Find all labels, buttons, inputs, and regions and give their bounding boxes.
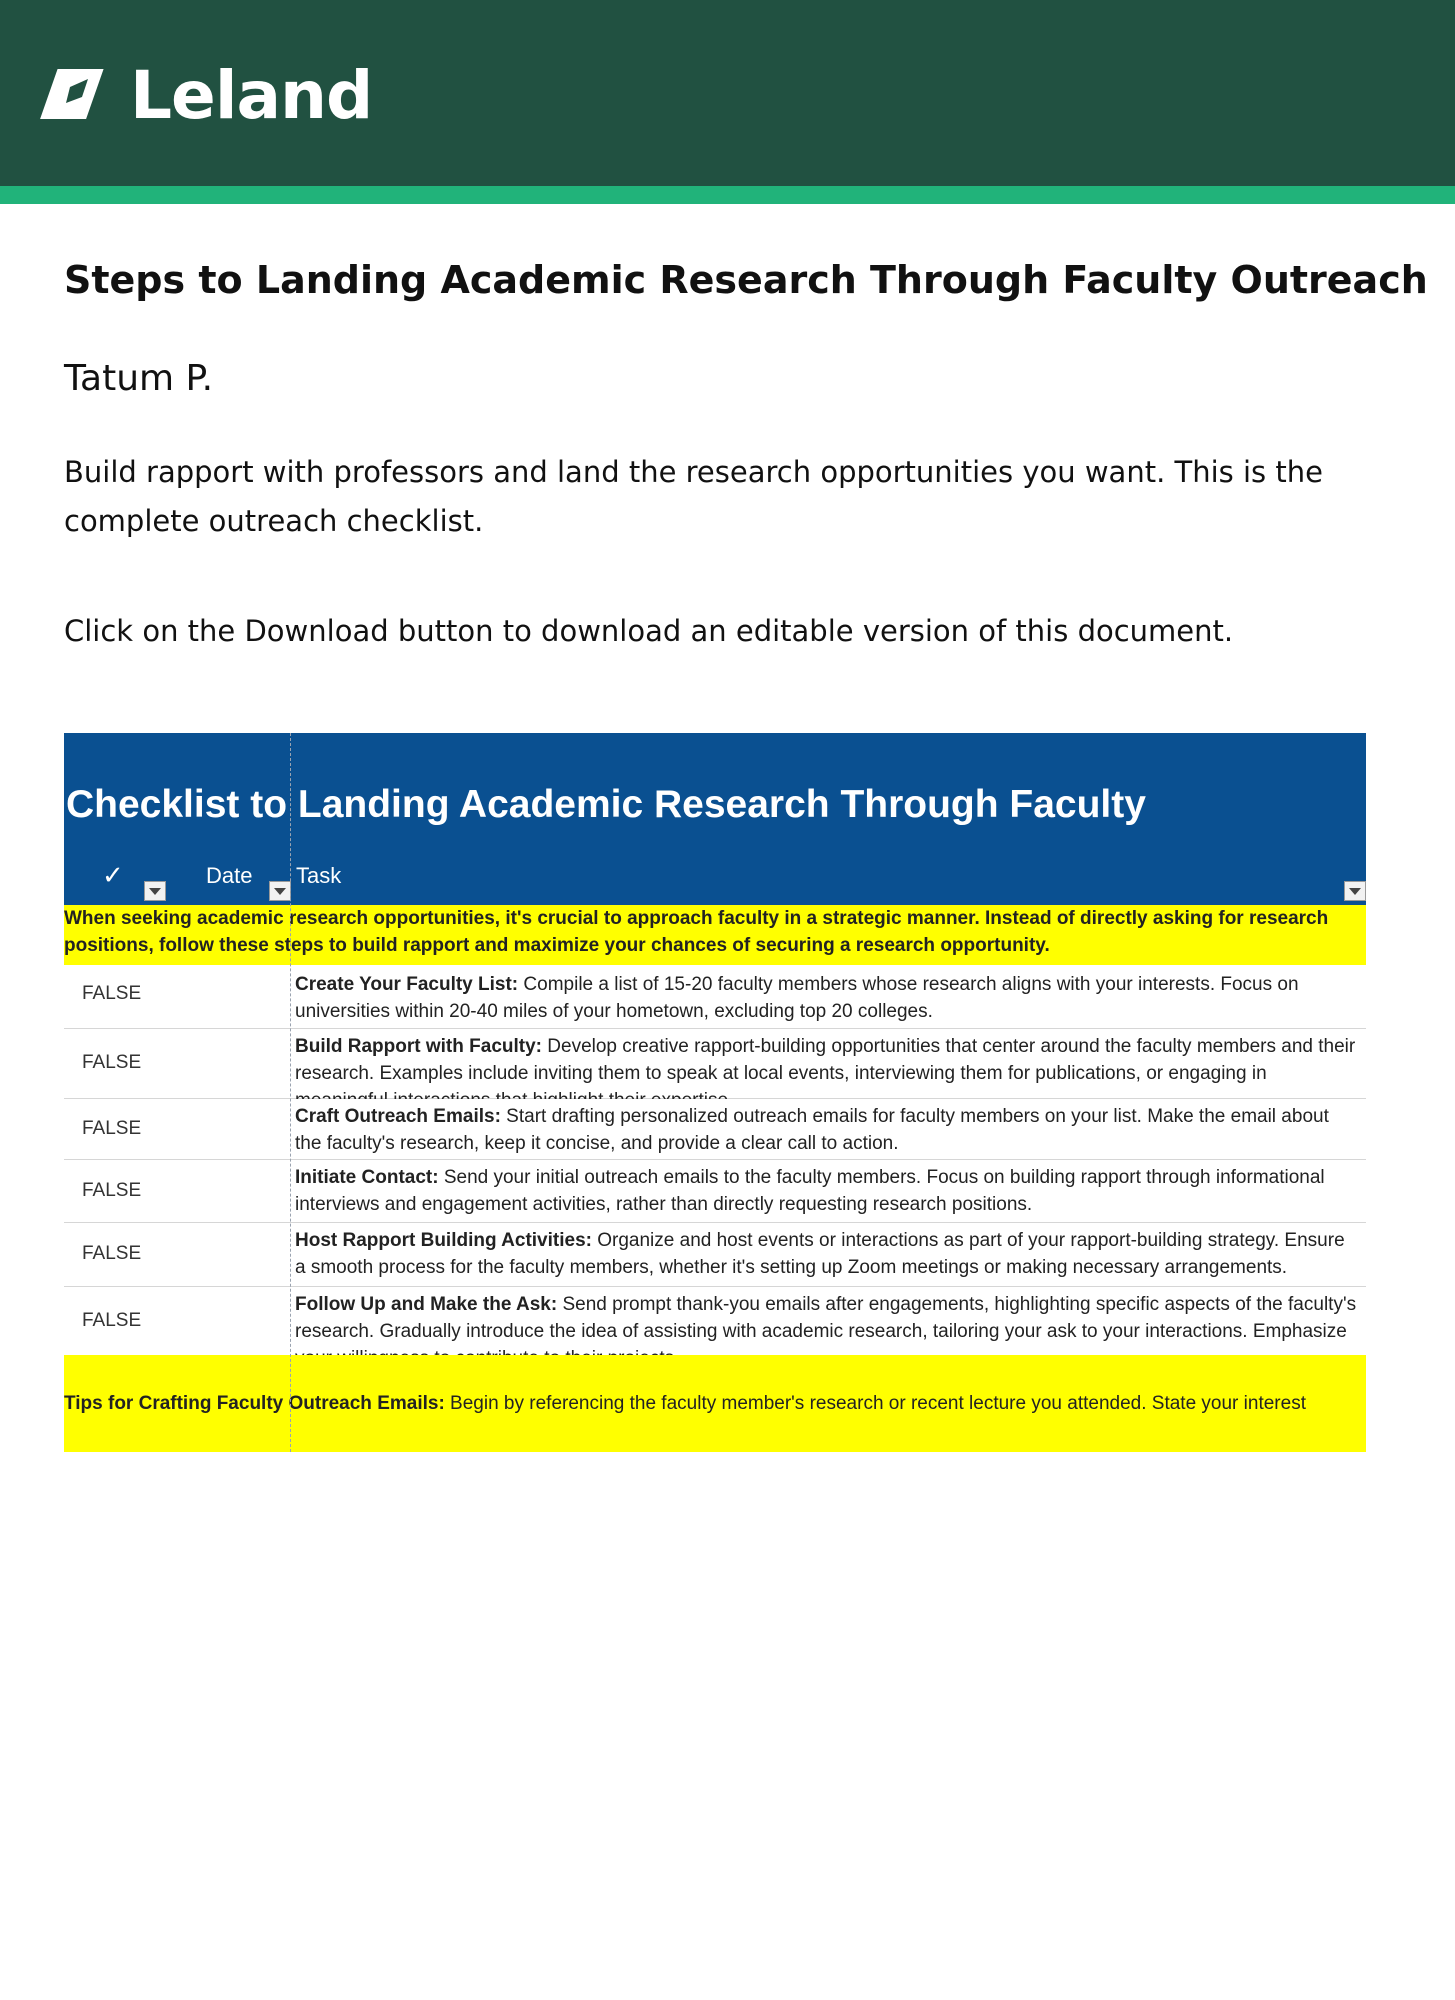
table-row [64,1029,1366,1099]
table-row [64,1223,1366,1287]
table-row [64,1099,1366,1160]
table-row [64,965,1366,1029]
document-title: Steps to Landing Academic Research Through Faculty Outreach [64,258,1428,302]
task-title: Create Your Faculty List: [295,974,519,995]
leland-logo[interactable] [44,57,373,134]
row-task [295,971,1360,1025]
date-column-header: Date [206,863,253,888]
task-text: Compile a list of 15-20 faculty members whose research aligns with your interests. Focus on universities within 20-40 miles of your hometown, excluding top 20 colleges. [295,974,1299,1022]
download-note: Click on the Download button to download an editable version of this document. [64,614,1234,648]
check-column-header: ✓ [102,860,124,890]
sheet-header [64,733,1366,905]
task-title: Initiate Contact: [295,1167,439,1188]
brand-name: Leland [130,57,373,134]
task-text: Send your initial outreach emails to the faculty members. Focus on building rapport through informational interviews and engagement activities, rather than directly requesting research positions. [295,1167,1325,1215]
check-filter-dropdown[interactable] [144,881,166,901]
tips-title: Tips for Crafting Faculty Outreach Emails: [64,1393,445,1414]
row-task [295,1164,1360,1218]
date-filter-dropdown[interactable] [269,881,291,901]
tips-text: Begin by referencing the faculty member's research or recent lecture you attended. State your interest [444,1393,1306,1414]
task-text: Start drafting personalized outreach emails for faculty members on your list. Make the email about the faculty's research, keep it concise, and provide a clear call to action. [295,1106,1329,1154]
header-accent-stripe [0,186,1455,204]
table-row [64,1287,1366,1356]
row-status[interactable]: FALSE [82,1180,142,1201]
row-status[interactable]: FALSE [82,1243,142,1264]
intro-note: When seeking academic research opportunities, it's crucial to approach faculty in a strategic manner. Instead of directly asking for research positions, follow these steps to build rapport and maximize your chances of securing a research opportunity. [64,905,1366,965]
task-title: Craft Outreach Emails: [295,1106,501,1127]
document-description: Build rapport with professors and land the research opportunities you want. This is the complete outreach checklist. [64,455,1323,538]
task-filter-dropdown[interactable] [1344,881,1366,901]
tips-row [64,1355,1366,1452]
task-text: Develop creative rapport-building opportunities that center around the faculty members and their research. Examples include inviting them to speak at local events, interviewing them for publications, or engaging in [295,1036,1356,1084]
row-status[interactable]: FALSE [82,1052,142,1073]
chevron-down-icon [274,888,286,895]
row-status[interactable]: FALSE [82,1310,142,1331]
compass-icon [44,63,104,129]
row-task [295,1103,1360,1157]
task-column-header: Task [296,863,342,888]
task-title: Follow Up and Make the Ask: [295,1294,558,1315]
task-text: Organize and host events or interactions as part of your rapport-building strategy. Ensure a smooth process for the faculty members, whether it's setting up Zoom meetings or making necessary arrangements. [295,1230,1345,1278]
column-divider [290,733,291,1452]
sheet-title: Checklist to Landing Academic Research Through Faculty [66,783,1146,826]
chevron-down-icon [149,888,161,895]
tips-line [64,1393,1306,1415]
header-banner [0,0,1455,186]
task-text: Send prompt thank-you emails after engagements, highlighting specific aspects of the faculty's research. Gradually introduce the idea of assisting with academic research, tailoring your ask to your interactions. Emphasize [295,1294,1357,1342]
task-title: Host Rapport Building Activities: [295,1230,592,1251]
row-status[interactable]: FALSE [82,1118,142,1139]
chevron-down-icon [1349,888,1361,895]
task-title: Build Rapport with Faculty: [295,1036,542,1057]
author-name: Tatum P. [64,358,214,399]
row-status[interactable]: FALSE [82,983,142,1004]
table-row [64,1160,1366,1223]
row-task [295,1227,1360,1281]
checklist-spreadsheet-image [64,733,1366,1452]
